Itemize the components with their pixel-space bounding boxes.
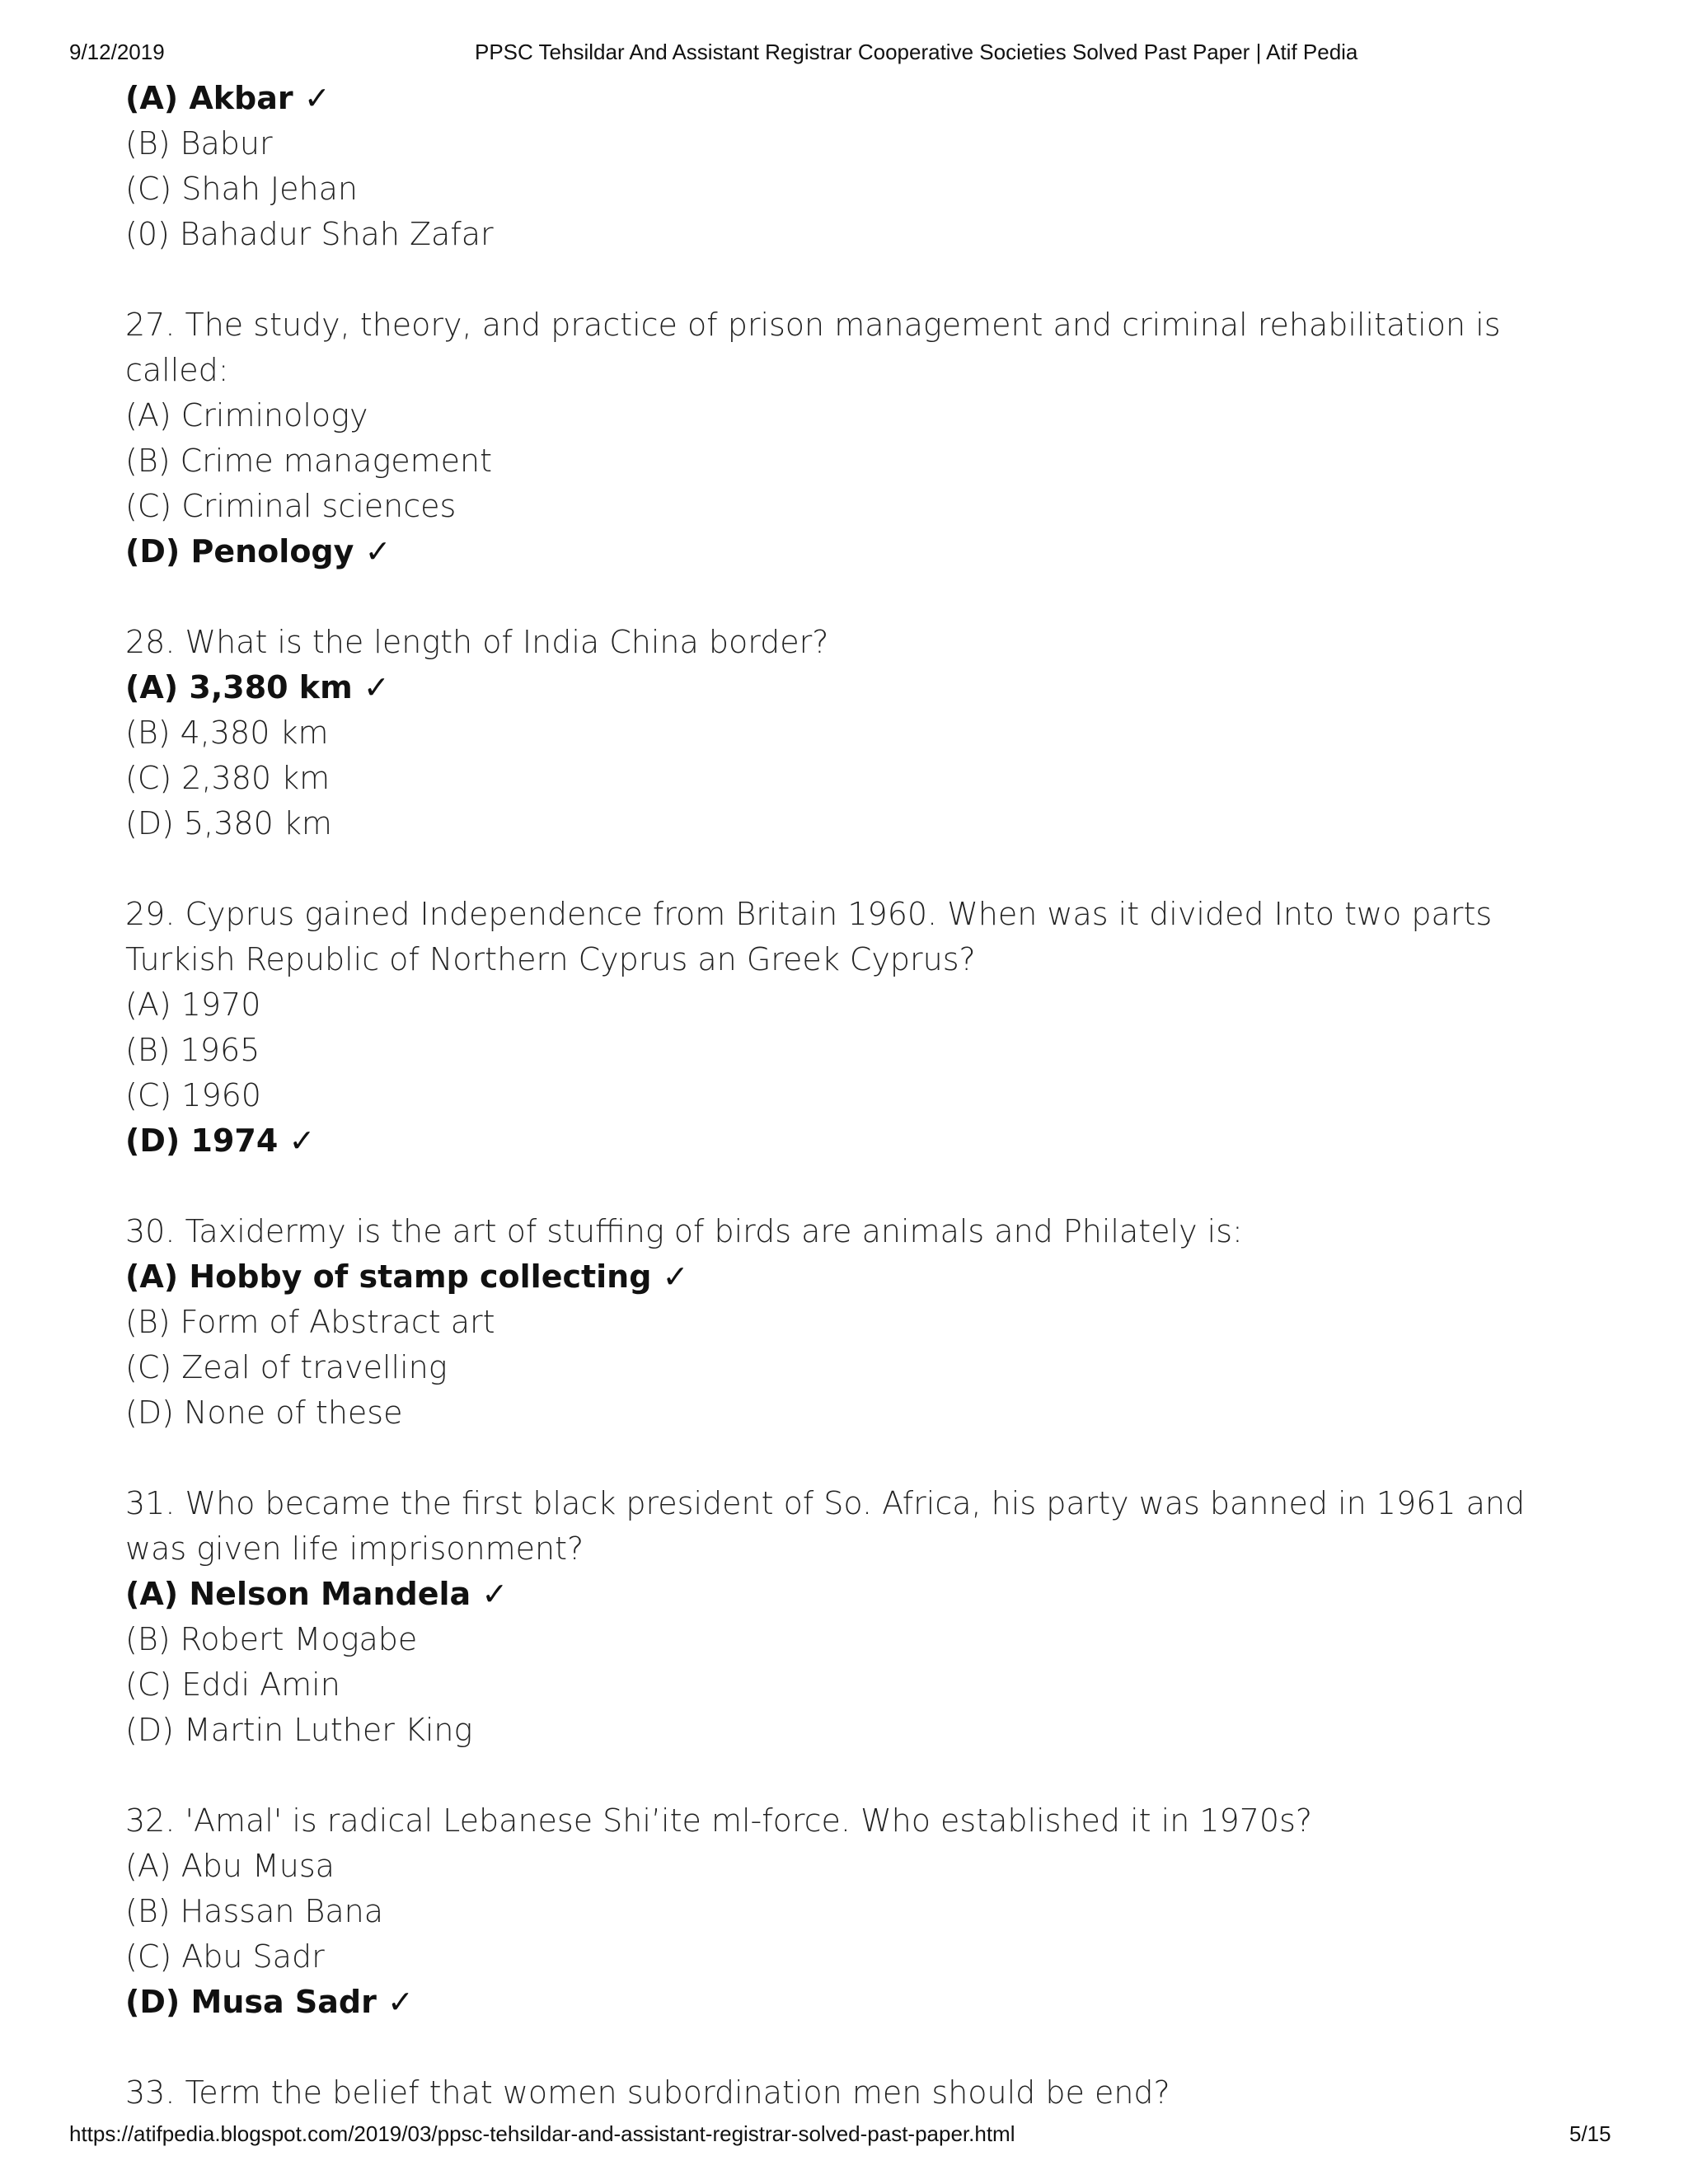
question-block <box>125 1798 1576 2025</box>
correct-answer-option: (A) Nelson Mandela ✓ <box>125 1576 509 1612</box>
answer-option: (B) 1965 <box>125 1032 260 1068</box>
answer-option: (C) Shah Jehan <box>125 171 358 207</box>
header-date: 9/12/2019 <box>69 40 165 64</box>
answer-option: (B) 4,380 km <box>125 715 329 751</box>
question-text: 27. The study, theory, and practice of prison management and criminal rehabilitation is called: <box>125 307 1501 388</box>
answer-option: (C) Zeal of travelling <box>125 1349 448 1385</box>
question-block <box>125 1209 1576 1436</box>
answer-option: (C) 1960 <box>125 1077 261 1113</box>
answer-option: (C) Criminal sciences <box>125 488 457 524</box>
footer-page-number: 5/15 <box>1569 2121 1611 2146</box>
questions-container <box>125 302 1576 2116</box>
question-block <box>125 1481 1576 1753</box>
answer-option: (0) Bahadur Shah Zafar <box>125 216 494 252</box>
correct-answer-option: (A) 3,380 km ✓ <box>125 669 390 705</box>
answer-option: (C) 2,380 km <box>125 760 331 796</box>
answer-option: (B) Form of Abstract art <box>125 1304 495 1340</box>
question-block <box>125 892 1576 1164</box>
question-list <box>125 76 1576 2161</box>
answer-option: (B) Babur <box>125 125 273 162</box>
answer-option: (B) Crime management <box>125 443 493 479</box>
question-text: 33. Term the belief that women subordination men should be end? <box>125 2074 1170 2111</box>
answer-option: (C) Abu Sadr <box>125 1938 325 1975</box>
question-text: 31. Who became the first black president of So. Africa, his party was banned in 1961 and was given life imprisonment? <box>125 1485 1526 1567</box>
correct-answer-option: (A) Hobby of stamp collecting ✓ <box>125 1258 689 1295</box>
question-text: 32. 'Amal' is radical Lebanese Shi’ite ml-force. Who established it in 1970s? <box>125 1802 1313 1839</box>
correct-answer-option: (D) 1974 ✓ <box>125 1122 316 1159</box>
continued-options <box>125 76 1576 257</box>
footer-url[interactable]: https://atifpedia.blogspot.com/2019/03/ppsc-tehsildar-and-assistant-registrar-solved-past-paper.html <box>69 2121 1015 2146</box>
answer-option: (D) 5,380 km <box>125 805 332 841</box>
correct-answer-option: (A) Akbar ✓ <box>125 80 331 116</box>
correct-answer-option: (D) Penology ✓ <box>125 533 392 569</box>
answer-option: (D) None of these <box>125 1394 403 1431</box>
answer-option: (C) Eddi Amin <box>125 1666 340 1703</box>
answer-option: (A) 1970 <box>125 987 261 1023</box>
question-text: 28. What is the length of India China border? <box>125 624 829 660</box>
question-text: 29. Cyprus gained Independence from Britain 1960. When was it divided Into two parts Turkish Republic of Northern Cyprus an Greek Cyprus? <box>125 896 1493 977</box>
answer-option: (B) Robert Mogabe <box>125 1621 418 1657</box>
correct-answer-option: (D) Musa Sadr ✓ <box>125 1984 414 2020</box>
question-text: 30. Taxidermy is the art of stuffing of birds are animals and Philately is: <box>125 1213 1243 1249</box>
answer-option: (D) Martin Luther King <box>125 1712 473 1748</box>
answer-option: (A) Abu Musa <box>125 1848 335 1884</box>
answer-option: (A) Criminology <box>125 397 368 434</box>
question-block <box>125 2070 1576 2116</box>
question-block <box>125 620 1576 846</box>
header-title: PPSC Tehsildar And Assistant Registrar Cooperative Societies Solved Past Paper | Atif Pedia <box>475 40 1358 64</box>
answer-option: (B) Hassan Bana <box>125 1893 384 1929</box>
question-block <box>125 302 1576 574</box>
